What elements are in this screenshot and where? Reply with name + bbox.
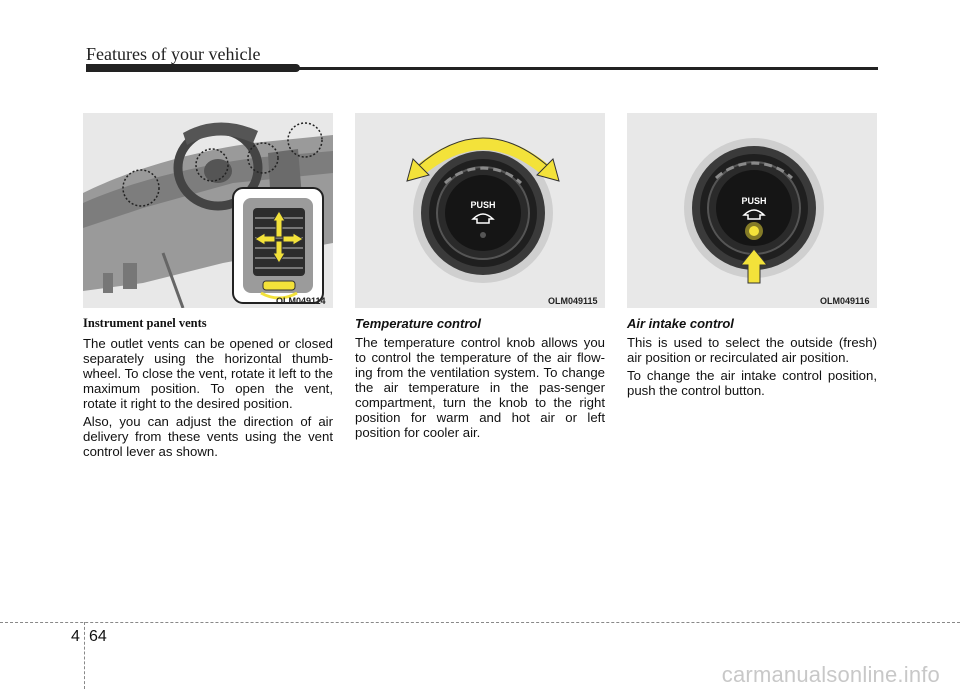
section-heading: Air intake control: [627, 316, 734, 331]
figure-instrument-panel-vents: [83, 113, 333, 308]
page-chapter: 4: [71, 628, 80, 645]
figure-air-intake-control: [627, 113, 877, 308]
header-rule: [86, 67, 878, 70]
footer-divider: [84, 622, 85, 689]
figure-code: OLM049114: [276, 296, 326, 306]
section-temperature-control: [355, 316, 605, 443]
figure-code: OLM049116: [820, 296, 870, 306]
section-paragraph: The temperature control knob allows you to control the temperature of the air flow-ing from the ventilation system. To change the air temperature in the pas-senger compartment, turn the knob to the right position for warm and hot air or left position for cooler air.: [355, 335, 605, 440]
section-paragraph: This is used to select the outside (fresh) air position or recirculated air position.: [627, 335, 877, 365]
watermark: carmanualsonline.info: [721, 662, 940, 687]
knob-push-label: PUSH: [470, 200, 496, 210]
section-heading: Instrument panel vents: [83, 316, 207, 330]
page-number: 64: [89, 628, 107, 645]
section-heading: Temperature control: [355, 316, 481, 331]
section-paragraph: The outlet vents can be opened or closed separately using the horizontal thumb-wheel. To close the vent, rotate it left to the maximum position. To open the vent, rotate it right to the desired position.: [83, 336, 333, 411]
footer-rule: [0, 622, 960, 623]
knob-push-label: PUSH: [741, 196, 767, 206]
section-paragraph: Also, you can adjust the direction of air delivery from these vents using the vent control lever as shown.: [83, 414, 333, 459]
section-air-intake-control: [627, 316, 877, 401]
figure-temperature-control: [355, 113, 605, 308]
section-instrument-panel-vents: [83, 316, 333, 462]
figure-code: OLM049115: [548, 296, 598, 306]
page-header-title: Features of your vehicle: [86, 44, 261, 64]
section-paragraph: To change the air intake control position, push the control button.: [627, 368, 877, 398]
